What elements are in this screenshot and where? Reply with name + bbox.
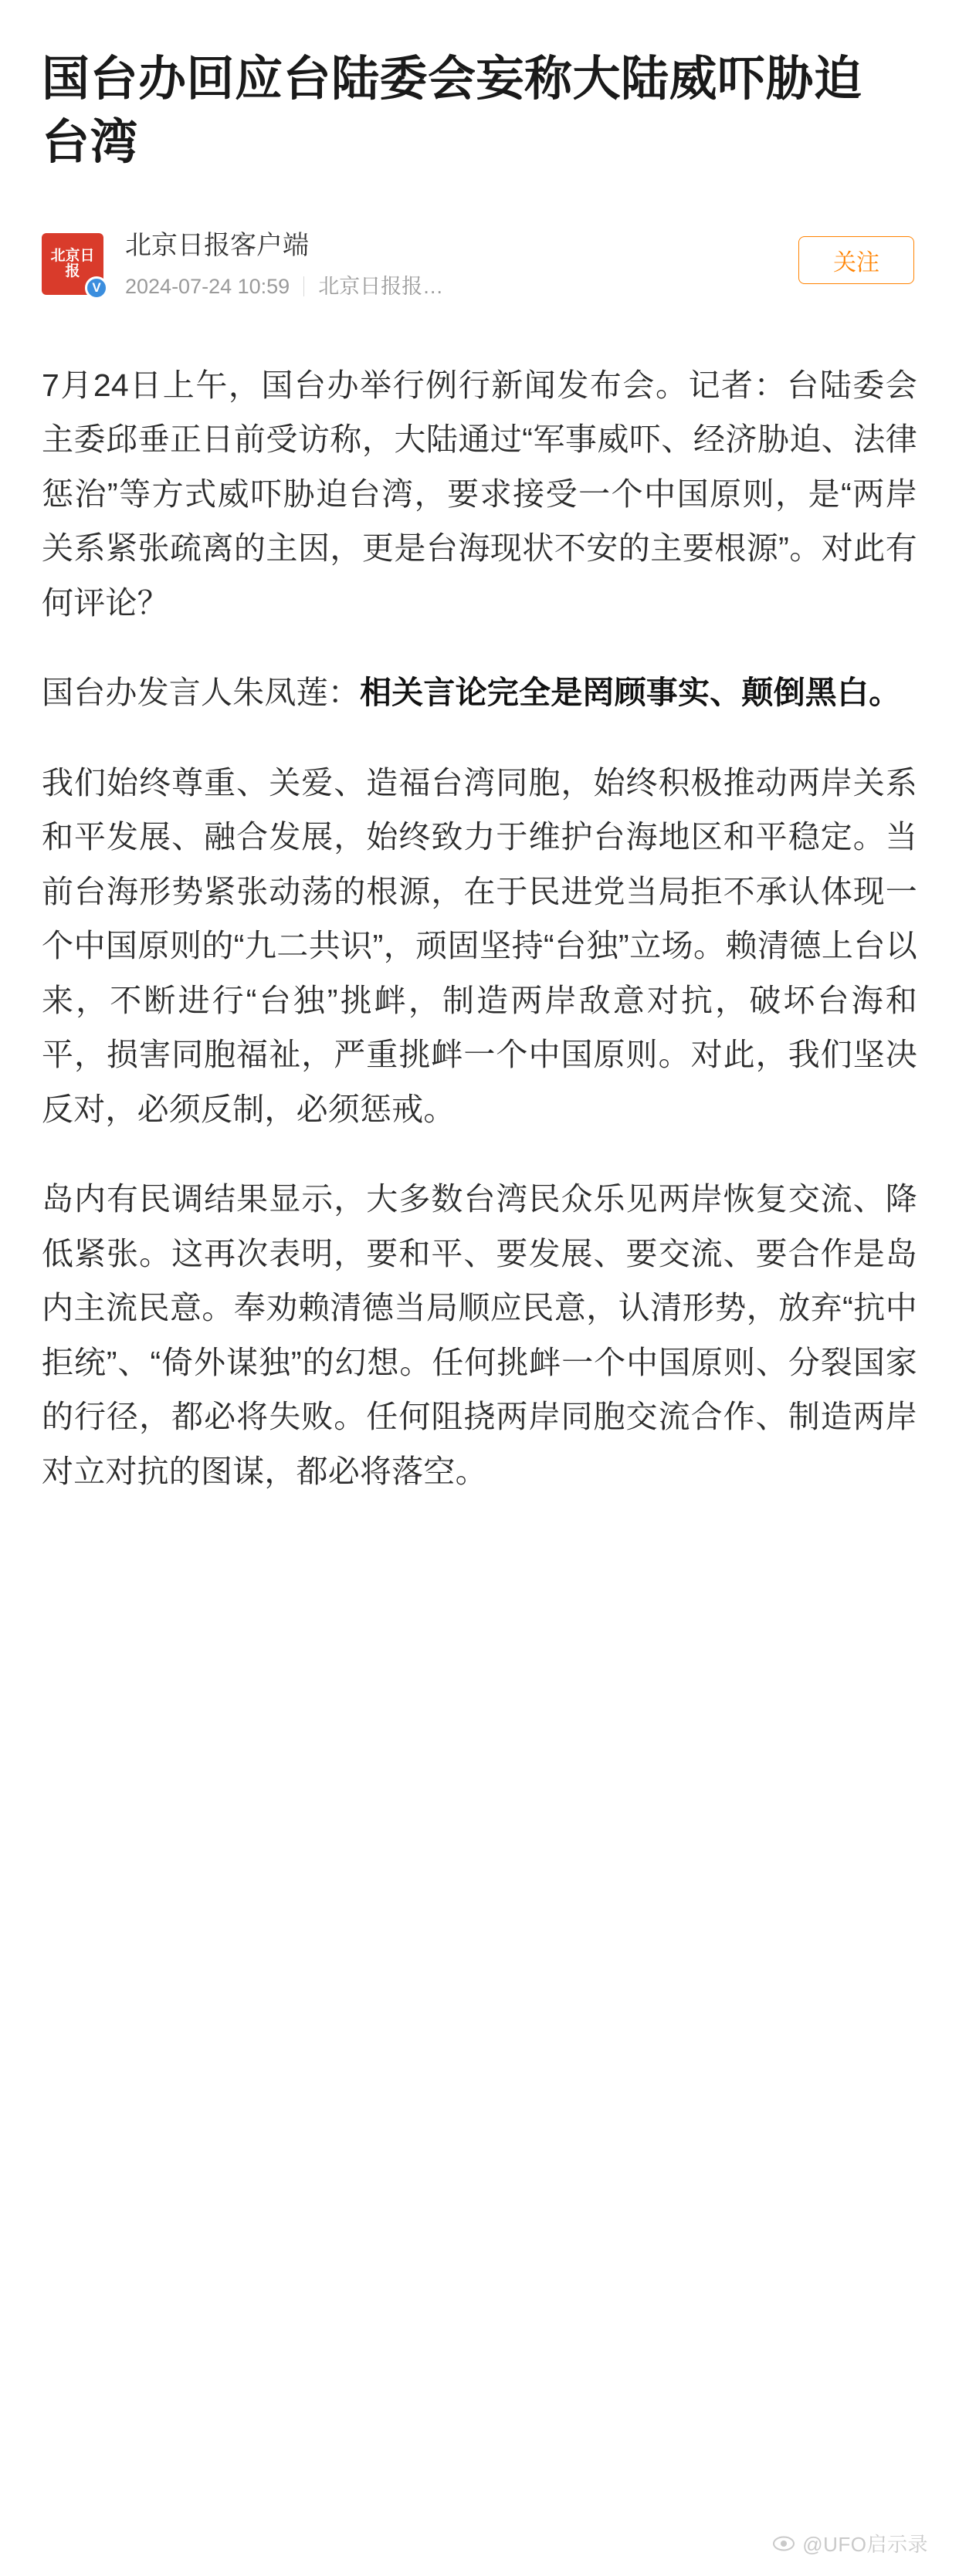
source-column: 北京日报报… <box>318 274 444 298</box>
publish-timestamp: 2024-07-24 10:59 <box>125 274 290 298</box>
watermark-text: @UFO启示录 <box>802 2533 928 2556</box>
paragraph <box>42 358 917 631</box>
paragraph-text: 7月24日上午，国台办举行例行新闻发布会。记者：台陆委会主委邱垂正日前受访称，大陆通过“军事威吓、经济胁迫、法律惩治”等方式威吓胁迫台湾，要求接受一个中国原则，是“两岸关系紧张疏离的主因，更是台海现状不安的主要根源”。对此有何评论？ <box>42 367 917 621</box>
article-source-row <box>42 222 917 307</box>
source-name[interactable]: 北京日报客户端 <box>125 230 309 260</box>
meta-divider <box>303 276 304 296</box>
paragraph-text-bold: 相关言论完全是罔顾事实、颠倒黑白。 <box>360 675 901 711</box>
watermark <box>773 2529 928 2557</box>
avatar[interactable] <box>42 233 103 295</box>
paragraph <box>42 665 917 720</box>
page-title: 国台办回应台陆委会妄称大陆威吓胁迫台湾 <box>42 52 862 169</box>
article-body <box>42 358 917 1615</box>
paragraph-text: 岛内有民调结果显示，大多数台湾民众乐见两岸恢复交流、降低紧张。这再次表明，要和平、要发展、要交流、要合作是岛内主流民意。奉劝赖清德当局顺应民意，认清形势，放弃“抗中拒统”、“倚外谋独”的幻想。任何挑衅一个中国原则、分裂国家的行径，都必将失败。任何阻挠两岸同胞交流合作、制造两岸对立对抗的图谋，都必将落空。 <box>42 1181 917 1489</box>
verified-badge-icon: V <box>85 276 108 300</box>
avatar-image: 北京日报 <box>42 233 103 295</box>
paragraph-text: 国台办发言人朱凤莲： <box>42 675 360 711</box>
source-texts <box>125 222 443 300</box>
source-meta <box>125 273 443 300</box>
paragraph-text: 我们始终尊重、关爱、造福台湾同胞，始终积极推动两岸关系和平发展、融合发展，始终致力于维护台海地区和平稳定。当前台海形势紧张动荡的根源，在于民进党当局拒不承认体现一个中国原则的“九二共识”，顽固坚持“台独”立场。赖清德上台以来，不断进行“台独”挑衅，制造两岸敌意对抗，破坏台海和平，损害同胞福祉，严重挑衅一个中国原则。对此，我们坚决反对，必须反制，必须惩戒。 <box>42 764 917 1127</box>
paragraph <box>42 756 917 1137</box>
follow-button[interactable]: 关注 <box>798 236 914 284</box>
weibo-eye-icon <box>773 2533 795 2554</box>
paragraph <box>42 1172 917 1498</box>
